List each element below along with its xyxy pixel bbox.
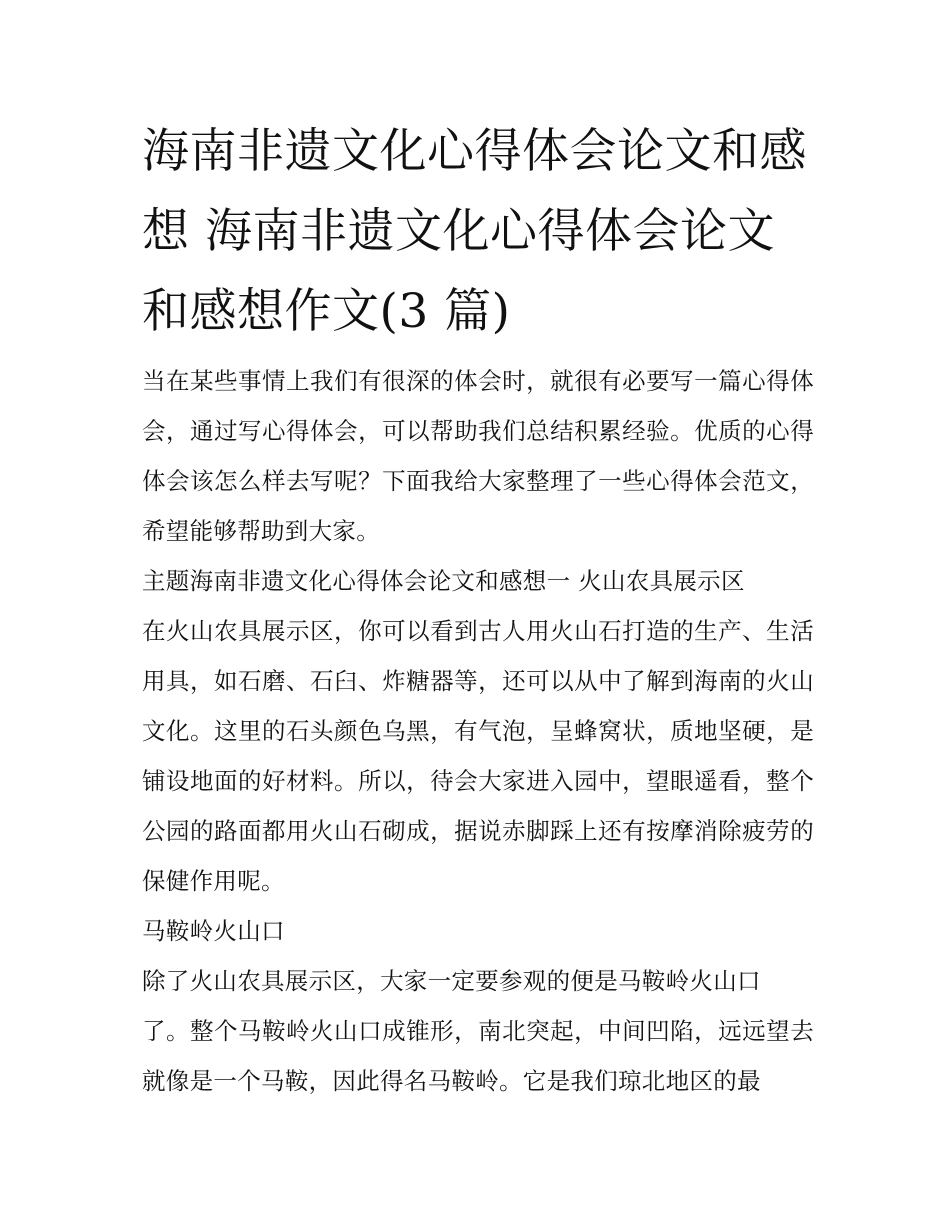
section-heading: 主题海南非遗文化心得体会论文和感想一 火山农具展示区 xyxy=(142,567,745,595)
document-content xyxy=(142,112,814,1106)
body-paragraph-line: 除了火山农具展示区，大家一定要参观的便是马鞍岭火山口 xyxy=(142,967,761,995)
section-body-paragraph: 在火山农具展示区，你可以看到古人用火山石打造的生产、生活用具，如石磨、石臼、炸糖器等，还可以从中了解到海南的火山文化。这里的石头颜色乌黑，有气泡，呈蜂窝状，质地坚硬，是铺设地面的好材料。所以，待会大家进入园中，望眼遥看，整个公园的路面都用火山石砌成，据说赤脚踩上还有按摩消除疲劳的保健作用呢。 xyxy=(142,617,814,895)
document-title: 海南非遗文化心得体会论文和感想 海南非遗文化心得体会论文和感想作文(3 篇) xyxy=(142,124,807,339)
subheading: 马鞍岭火山口 xyxy=(142,917,285,945)
intro-paragraph: 当在某些事情上我们有很深的体会时，就很有必要写一篇心得体会，通过写心得体会，可以帮助我们总结积累经验。优质的心得体会该怎么样去写呢？下面我给大家整理了一些心得体会范文，希望能够帮助到大家。 xyxy=(142,367,814,545)
body-paragraph: 了。整个马鞍岭火山口成锥形，南北突起，中间凹陷，远远望去就像是一个马鞍，因此得名马鞍岭。它是我们琼北地区的最 xyxy=(142,1017,814,1095)
